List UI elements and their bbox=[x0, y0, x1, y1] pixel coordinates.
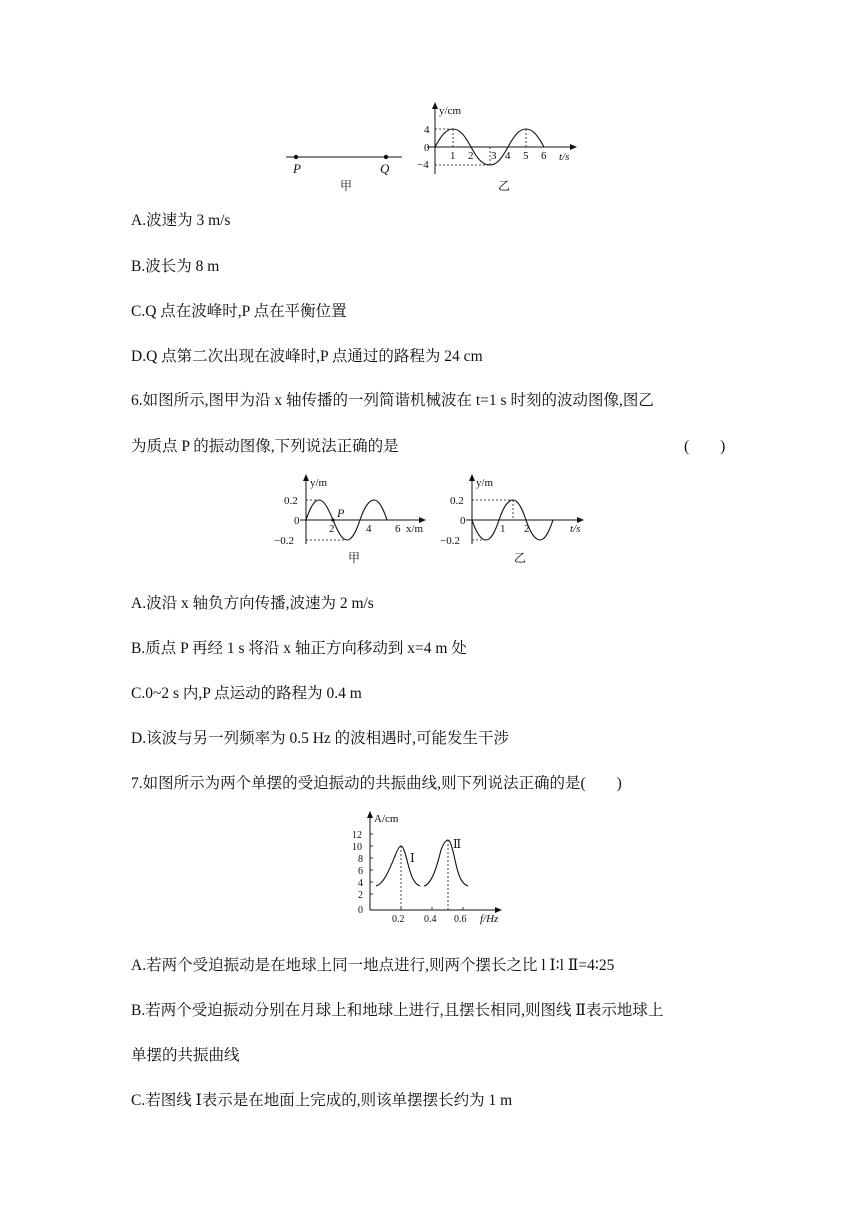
x-tick-2: 2 bbox=[329, 523, 335, 535]
y-tick-0: 0 bbox=[424, 142, 430, 154]
y-axis-label: y/m bbox=[476, 477, 494, 489]
x-tick-4: 4 bbox=[366, 523, 372, 535]
q6-stem-line1: 6.如图所示,图甲为沿 x 轴传播的一列简谐机械波在 t=1 s 时刻的波动图像,图乙 bbox=[131, 392, 654, 409]
y-tick-0.2: 0.2 bbox=[284, 495, 298, 507]
y-tick-10: 10 bbox=[352, 842, 362, 853]
q5-option-b: B.波长为 8 m bbox=[131, 258, 220, 275]
x-tick-2: 2 bbox=[524, 523, 530, 535]
x-tick-4: 4 bbox=[505, 150, 511, 162]
y-axis-label: y/cm bbox=[439, 105, 461, 117]
y-tick-2: 2 bbox=[358, 890, 363, 901]
x-tick-5: 5 bbox=[523, 150, 529, 162]
x-tick-0.4: 0.4 bbox=[424, 914, 437, 925]
figure-6-jia bbox=[272, 472, 437, 567]
q6-option-b: B.质点 P 再经 1 s 将沿 x 轴正方向移动到 x=4 m 处 bbox=[131, 640, 467, 657]
curve-2-label: Ⅱ bbox=[453, 837, 462, 851]
y-tick-4: 4 bbox=[424, 124, 430, 136]
x-axis-label: t/s bbox=[559, 151, 570, 163]
x-tick-6: 6 bbox=[395, 523, 401, 535]
q7-option-b-line2: 单摆的共振曲线 bbox=[131, 1047, 240, 1064]
x-tick-3: 3 bbox=[491, 150, 497, 162]
point-p-label: P bbox=[337, 506, 345, 520]
x-tick-0.6: 0.6 bbox=[454, 914, 467, 925]
resonance-curve-2 bbox=[424, 840, 468, 886]
y-tick-neg0.2: −0.2 bbox=[274, 535, 294, 547]
y-axis-label: A/cm bbox=[374, 813, 399, 825]
x-tick-6: 6 bbox=[541, 150, 547, 162]
y-tick-0: 0 bbox=[294, 515, 300, 527]
caption-jia: 甲 bbox=[348, 551, 361, 565]
y-tick-12: 12 bbox=[352, 830, 362, 841]
y-tick-8: 8 bbox=[358, 854, 363, 865]
y-tick-0: 0 bbox=[358, 905, 363, 916]
point-p-label: P bbox=[293, 161, 301, 176]
q7-option-c: C.若图线 Ⅰ表示是在地面上完成的,则该单摆摆长约为 1 m bbox=[131, 1092, 513, 1109]
q5-option-d: D.Q 点第二次出现在波峰时,P 点通过的路程为 24 cm bbox=[131, 348, 483, 365]
x-axis-label: f/Hz bbox=[480, 913, 499, 925]
caption-yi: 乙 bbox=[514, 551, 527, 565]
q5-option-c: C.Q 点在波峰时,P 点在平衡位置 bbox=[131, 303, 347, 320]
figure-5-yi bbox=[415, 100, 585, 195]
x-axis-label: t/s bbox=[570, 523, 581, 535]
x-axis-label: x/m bbox=[406, 523, 424, 535]
x-tick-1: 1 bbox=[500, 523, 506, 535]
q6-option-a: A.波沿 x 轴负方向传播,波速为 2 m/s bbox=[131, 595, 374, 612]
q6-answer-paren: ( ) bbox=[684, 438, 726, 455]
point-q-label: Q bbox=[380, 161, 390, 176]
y-tick-6: 6 bbox=[358, 866, 363, 877]
y-tick-neg4: −4 bbox=[417, 159, 429, 171]
caption-jia: 甲 bbox=[340, 179, 353, 193]
q5-option-a: A.波速为 3 m/s bbox=[131, 212, 231, 229]
y-tick-neg0.2: −0.2 bbox=[440, 535, 460, 547]
x-tick-2: 2 bbox=[468, 150, 474, 162]
y-tick-0: 0 bbox=[460, 515, 466, 527]
x-tick-1: 1 bbox=[450, 150, 456, 162]
x-tick-0.2: 0.2 bbox=[392, 914, 405, 925]
figure-5-jia bbox=[280, 140, 410, 200]
q7-option-b-line1: B.若两个受迫振动分别在月球上和地球上进行,且摆长相同,则图线 Ⅱ表示地球上 bbox=[131, 1002, 664, 1019]
caption-yi: 乙 bbox=[498, 179, 511, 193]
curve-1-label: Ⅰ bbox=[410, 851, 415, 865]
q6-stem-line2: 为质点 P 的振动图像,下列说法正确的是 bbox=[131, 438, 399, 455]
figure-7-resonance bbox=[340, 810, 515, 928]
q6-option-c: C.0~2 s 内,P 点运动的路程为 0.4 m bbox=[131, 685, 362, 702]
y-axis-label: y/m bbox=[310, 477, 328, 489]
figure-6-yi bbox=[440, 472, 590, 567]
y-tick-4: 4 bbox=[358, 878, 363, 889]
q7-option-a: A.若两个受迫振动是在地球上同一地点进行,则两个摆长之比 l Ⅰ∶l Ⅱ=4∶25 bbox=[131, 957, 615, 974]
q7-stem: 7.如图所示为两个单摆的受迫振动的共振曲线,则下列说法正确的是( ) bbox=[131, 775, 622, 792]
q6-option-d: D.该波与另一列频率为 0.5 Hz 的波相遇时,可能发生干涉 bbox=[131, 730, 510, 747]
y-tick-0.2: 0.2 bbox=[450, 495, 464, 507]
y-ticks bbox=[352, 830, 363, 916]
